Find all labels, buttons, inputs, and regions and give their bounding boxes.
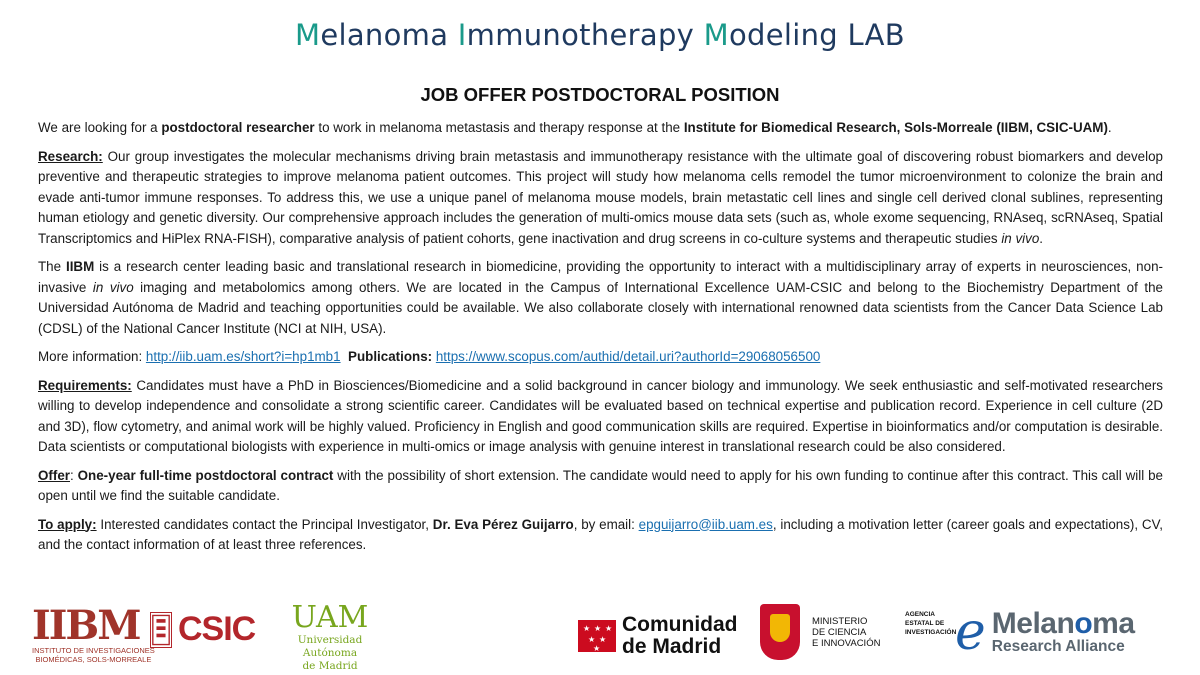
apply-label: To apply: [38,516,97,532]
ministerio-line3: E INNOVACIÓN [812,637,881,649]
iibm-in-vivo: in vivo [92,279,134,295]
mra-line1-a: Melan [991,607,1075,640]
job-description [38,118,1163,564]
mra-line1-b: ma [1092,607,1135,640]
offer-contract: One-year full-time postdoctoral contract [77,467,334,483]
ministerio-line2: DE CIENCIA [812,626,867,638]
publications-link[interactable]: https://www.scopus.com/authid/detail.uri?authorId=29068056500 [435,349,821,364]
publications-label: Publications: [348,349,433,364]
ministerio-line1: MINISTERIO [812,615,868,627]
melanoma-research-alliance-logo [955,604,1135,660]
spain-coat-of-arms-icon [760,604,800,660]
madrid-flag-icon: ★ ★ ★ ★ ★ ★ [578,620,616,652]
apply-text-3: , including a motivation letter (career goals and expectations), CV, and the contact information of at least three references. [38,516,1163,552]
intro-institute: Institute for Biomedical Research, Sols-Morreale (IIBM, CSIC-UAM) [683,120,1108,135]
csic-logo-text: CSIC [178,610,256,648]
more-info-label: More information: [38,349,146,364]
iibm-logo-text: IIBM [32,602,140,649]
title-cap-m2: M [703,18,729,52]
madrid-line1: Comunidad [622,613,738,636]
intro-text-2: to work in melanoma metastasis and therapy response at the [314,120,684,135]
iibm-text-1: is a research center leading basic and translational research in biomedicine, providing the opportunity to interact with a multidisciplinary array of experts in neurosciences, non-invasive [38,259,1163,295]
agencia-line3: INVESTIGACIÓN [905,629,957,636]
offer-text: with the possibility of short extension. The candidate would need to apply for his own funding to continue after this contract. This call will be open until we find the suitable candidate. [38,467,1163,503]
email-link[interactable]: epguijarro@iib.uam.es [638,516,773,532]
apply-paragraph [38,515,1163,556]
apply-text-2: , by email: [573,516,639,532]
apply-text-1: Interested candidates contact the Principal Investigator, [96,516,433,532]
title-word-lab: LAB [847,18,905,52]
mra-e-icon: e [955,602,986,662]
research-text: Our group investigates the molecular mechanisms driving brain metastasis and immunotherapy resistance with the ultimate goal of discovering robust biomarkers and develop preventive and therapeutic strategies to improve melanoma patient outcomes. This project will study how melanoma cells remodel the tumor microenvironment to colonize the brain and evade anti-tumor immune responses. To address this, we use a unique panel of melanoma mouse models, brain metastatic cell lines and single cell derived clonal sublines, representing human etiology and genetic diversity. Our comprehensive approach includes the generation of multi-omics mouse data sets (such as, whole exome sequencing, RNAseq, scRNAseq, Spatial Transcriptomics and HiPlex RNA-FISH), comparative analysis of patient cohorts, gene inactivation and drug screens in co-culture systems and therapeutic studies [38,148,1163,246]
iibm-logo [32,602,155,664]
more-info-paragraph [38,347,1163,368]
iibm-name: IIBM [65,259,95,274]
title-word-melanoma: elanoma [320,18,458,52]
requirements-paragraph [38,376,1163,458]
agencia-line1: AGENCIA [905,611,935,618]
iibm-logo-line1: INSTITUTO DE INVESTIGACIONES [32,646,155,655]
principal-investigator: Dr. Eva Pérez Guijarro [432,516,574,532]
logo-bar [0,598,1200,675]
offer-colon: : [70,467,78,483]
title-cap-i: I [457,18,467,52]
uam-logo-line2: de Madrid [302,660,358,672]
more-info-link[interactable]: http://iib.uam.es/short?i=hp1mb1 [145,349,341,364]
intro-text-1: We are looking for a [38,120,162,135]
uam-logo-line1: Universidad Autónoma [297,634,363,659]
research-end: . [1039,230,1044,246]
comunidad-madrid-logo [578,614,738,658]
intro-paragraph [38,118,1163,139]
agencia-line2: ESTATAL DE [905,620,945,627]
iibm-prefix: The [38,259,66,274]
offer-label: Offer [38,467,70,483]
mra-line2: Research Alliance [991,638,1125,655]
offer-paragraph [38,466,1163,507]
mra-line1 [992,609,1135,639]
requirements-text: Candidates must have a PhD in Biosciences/Biomedicine and a solid background in cancer biology and immunology. We seek enthusiastic and self-motivated researchers willing to develop independence and consolidate a strong scientific career. Candidates will be evaluated based on technical expertise and publication record. Experience in cell culture (2D and 3D), flow cytometry, and animal work will be highly valued. Proficiency in English and good communication skills are required. Expertise in bioinformatics and/or computation is desirable. Data scientists or computational biologists with experience in multi-omics or image analysis with genuine interest in translational research could be also considered. [38,377,1163,454]
ministerio-logo [760,604,880,660]
research-label: Research: [38,148,103,164]
title-word-modeling: odeling [728,18,848,52]
title-cap-m: M [295,18,321,52]
job-offer-heading: JOB OFFER POSTDOCTORAL POSITION [420,84,780,105]
page-title [0,18,1200,52]
iibm-text-2: imaging and metabolomics among others. We are located in the Campus of International Excellence UAM-CSIC and belong to the Biochemistry Department of the Universidad Autónoma de Madrid and teaching opportunities could be available. We also collaborate closely with international renowned data scientists from the Cancer Data Science Lab (CDSL) of the National Cancer Institute (NCI at NIH, USA). [38,279,1163,336]
intro-text-3: . [1107,120,1112,135]
mra-line1-o: o [1074,607,1093,640]
madrid-line2: de Madrid [622,635,722,658]
title-word-immunotherapy: mmunotherapy [466,18,704,52]
iibm-logo-line2: BIOMÉDICAS, SOLS-MORREALE [35,655,152,664]
requirements-label: Requirements: [38,377,132,393]
research-in-vivo: in vivo [1001,230,1040,246]
intro-position: postdoctoral researcher [161,120,315,135]
uam-logo [270,602,390,673]
uam-logo-mark: UAM [291,600,369,635]
iibm-paragraph [38,257,1163,339]
csic-crest-icon [150,612,172,648]
research-paragraph [38,147,1163,250]
agencia-logo [905,610,956,637]
csic-logo [150,610,255,649]
